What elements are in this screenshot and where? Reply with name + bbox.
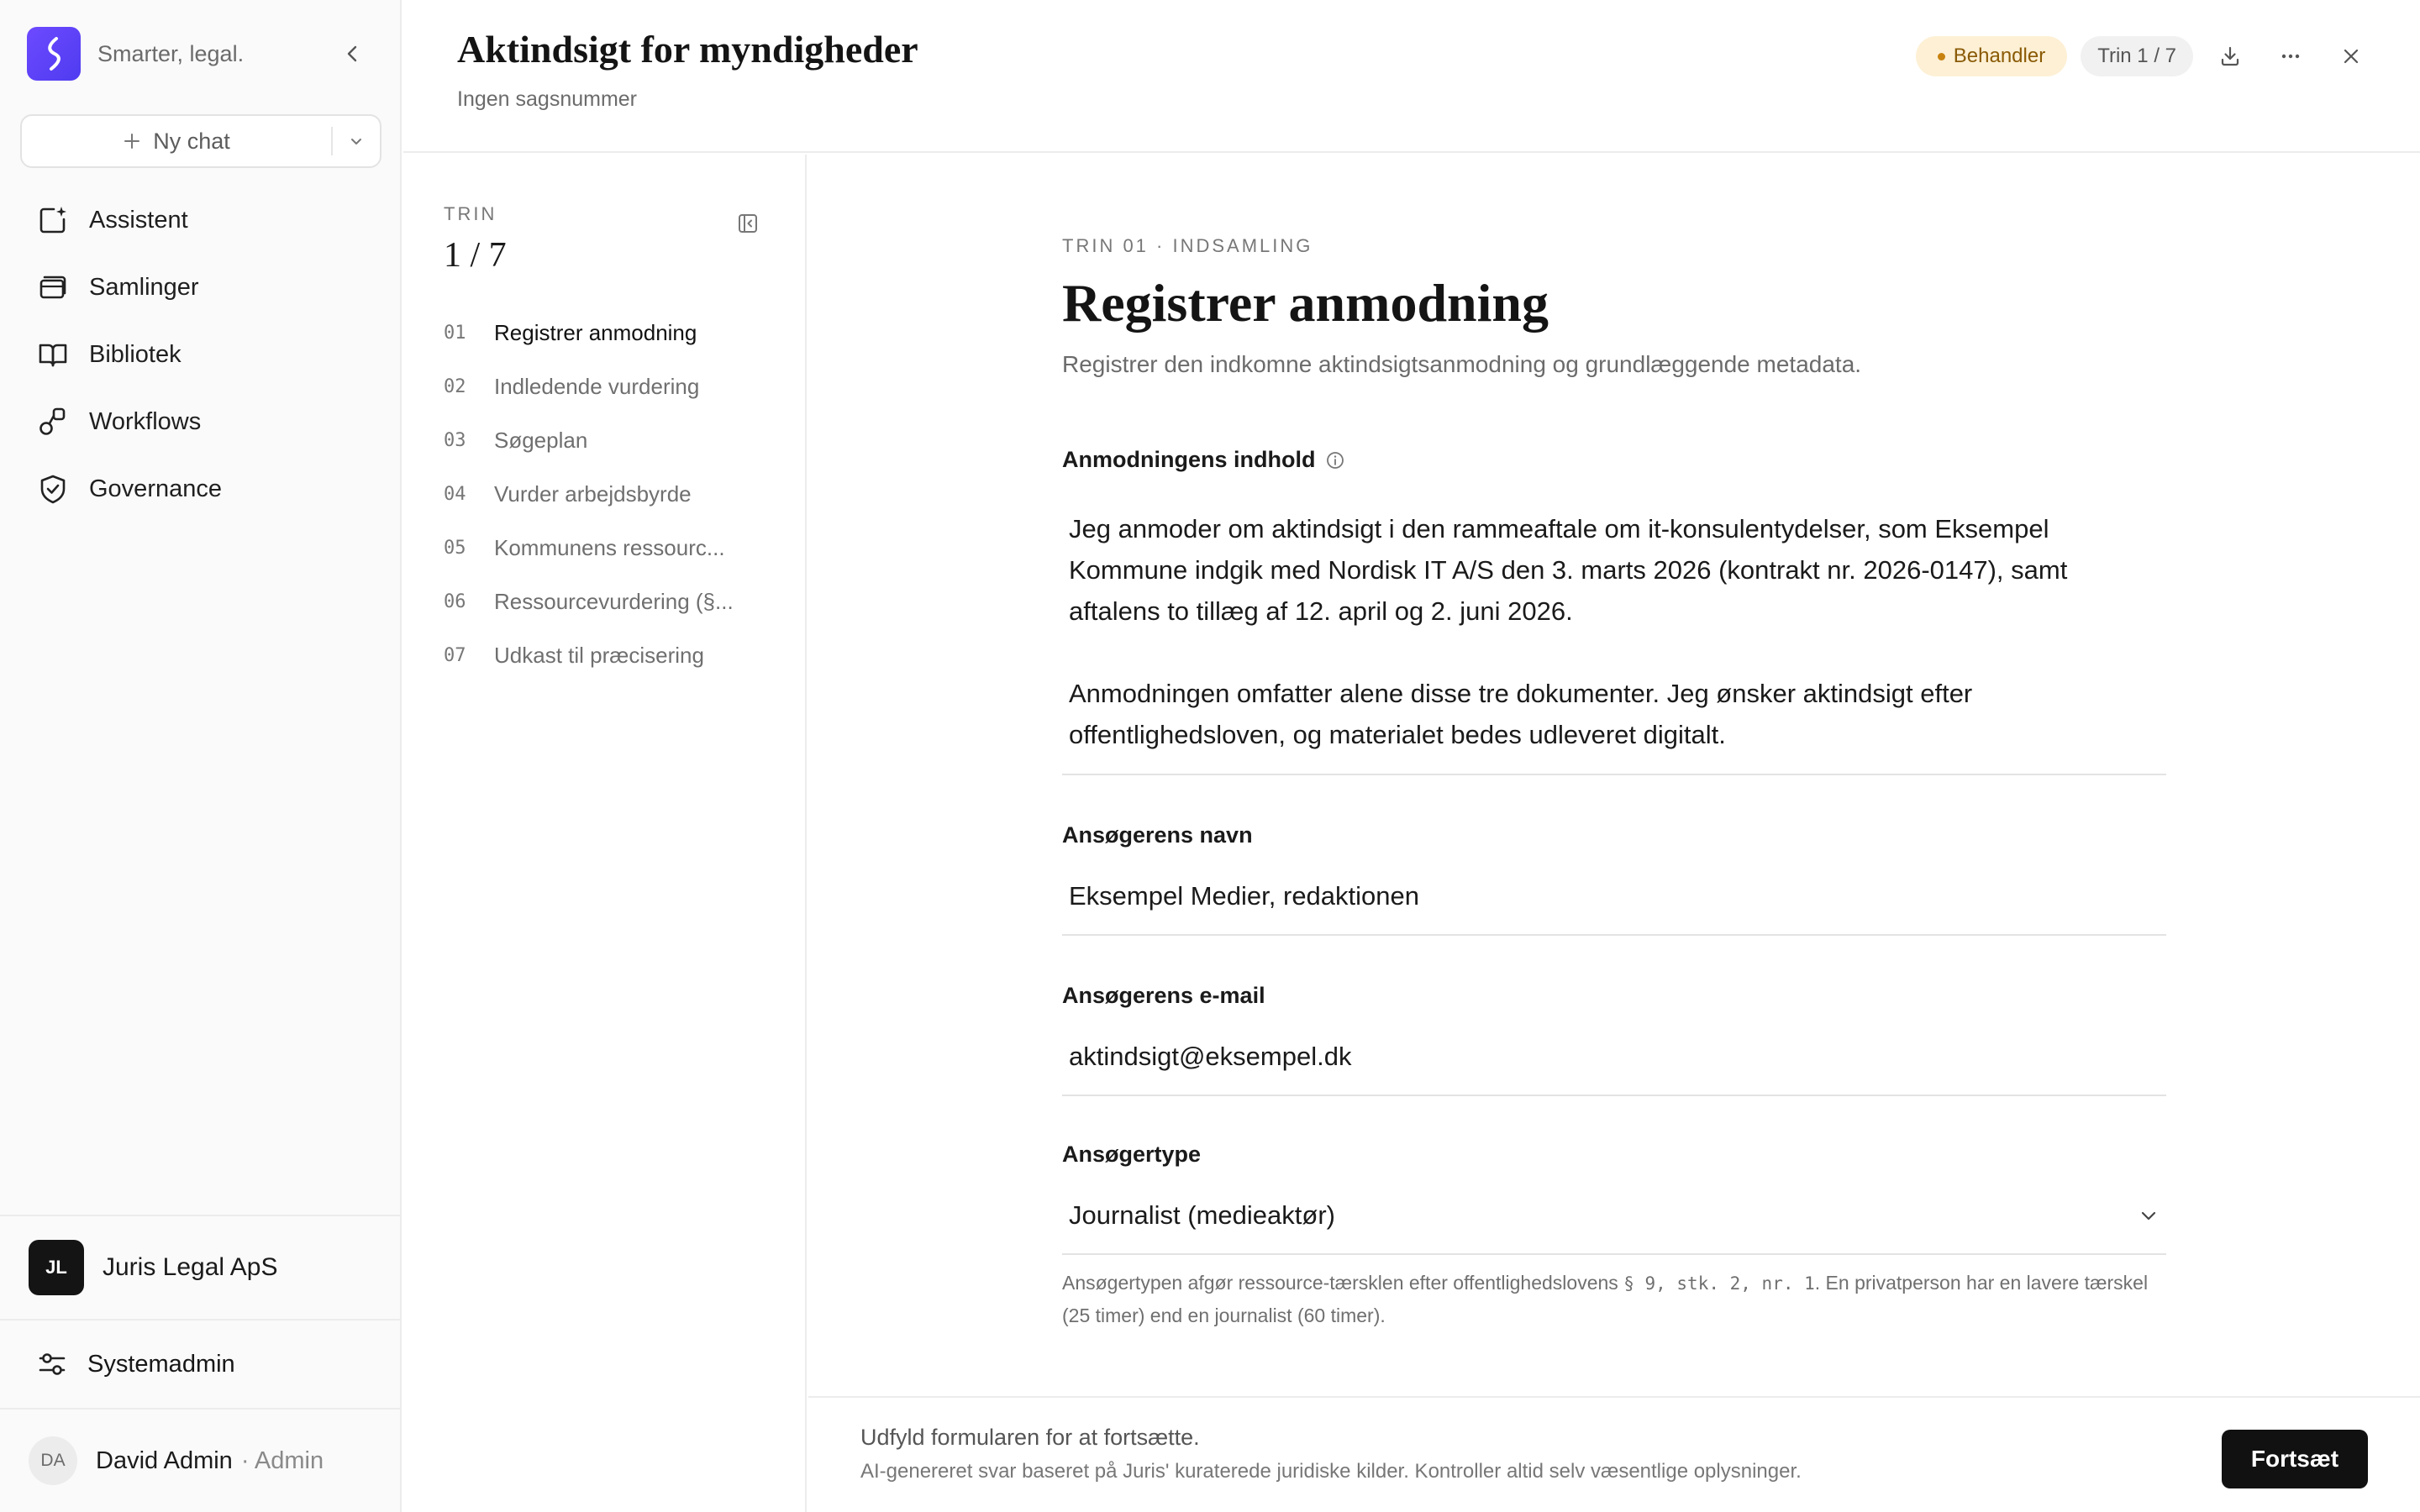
workspace-avatar: JL [29, 1240, 84, 1295]
applicant-email-label: Ansøgerens e-mail [1062, 983, 1265, 1008]
panel-collapse-icon [737, 213, 759, 234]
info-icon[interactable] [1325, 450, 1345, 470]
step-item-2[interactable] [444, 360, 780, 413]
sidebar-item-assistent[interactable] [20, 186, 381, 254]
step-item-7[interactable] [444, 628, 780, 682]
steps-progress: 1 / 7 [444, 236, 507, 275]
sidebar-item-workflows[interactable] [20, 388, 381, 455]
status-dot [1938, 53, 1945, 60]
download-button[interactable] [2207, 33, 2254, 80]
step-description: Registrer den indkomne aktindsigtsanmodning og grundlæggende metadata. [1062, 351, 1862, 377]
steps-label: TRIN [444, 203, 497, 224]
help-text-after: . En privatperson har en lavere tærskel (25 timer) end en journalist (60 timer). [1062, 1272, 2149, 1326]
step-label: Ressourcevurdering (§... [494, 588, 734, 614]
step-item-3[interactable] [444, 413, 780, 467]
close-button[interactable] [2328, 33, 2375, 80]
step-eyebrow: TRIN 01 · INDSAMLING [1062, 235, 1313, 256]
steps-panel [403, 155, 807, 1512]
brand-tagline: Smarter, legal. [97, 40, 245, 66]
step-label: Søgeplan [494, 427, 588, 453]
sidebar [0, 0, 402, 1512]
step-item-1[interactable] [444, 306, 780, 360]
status-badge-label: Behandler [1953, 45, 2046, 67]
avatar: DA [29, 1436, 77, 1485]
page-title: Aktindsigt for myndigheder [457, 28, 918, 71]
new-chat-control [20, 114, 381, 168]
applicant-name-field [1062, 822, 2166, 936]
applicant-email-input[interactable]: aktindsigt@eksempel.dk [1062, 1019, 2166, 1096]
step-number: 07 [444, 644, 466, 666]
step-label: Indledende vurdering [494, 373, 700, 399]
applicant-type-label: Ansøgertype [1062, 1142, 1202, 1167]
collections-icon [37, 271, 69, 303]
applicant-type-help [1062, 1267, 2166, 1331]
step-item-4[interactable] [444, 467, 780, 521]
workflow-header [403, 0, 2420, 153]
new-chat-label: Ny chat [153, 128, 230, 154]
sidebar-item-label: Systemadmin [87, 1350, 235, 1378]
library-icon [37, 339, 69, 370]
step-number: 01 [444, 322, 466, 344]
step-title: Registrer anmodning [1062, 273, 1549, 333]
request-paragraph-1: Jeg anmoder om aktindsigt i den rammeaftale om it-konsulentydelser, som Eksempel Kommune indgik med Nordisk IT A/S den 3. marts 2026 (kontrakt nr. 2026-0147), samt aftalens to tillæg af 12. april og 2. juni 2026. [1069, 514, 2068, 626]
new-chat-dropdown-button[interactable] [333, 116, 380, 166]
applicant-email-field [1062, 983, 2166, 1096]
sidebar-item-bibliotek[interactable] [20, 321, 381, 388]
shield-check-icon [37, 473, 69, 505]
chevron-down-icon [348, 133, 365, 150]
continue-button[interactable]: Fortsæt [2222, 1430, 2368, 1488]
close-icon [2341, 46, 2361, 66]
user-menu[interactable] [0, 1408, 402, 1512]
user-name: David Admin [96, 1446, 233, 1474]
sidebar-item-label: Assistent [89, 206, 188, 234]
request-paragraph-2: Anmodningen omfatter alene disse tre dokumenter. Jeg ønsker aktindsigt efter offentlighedsloven, og materialet bedes udleveret digitalt. [1069, 679, 1973, 749]
sidebar-nav [20, 186, 381, 522]
step-label: Kommunens ressourc... [494, 534, 725, 560]
applicant-name-input[interactable]: Eksempel Medier, redaktionen [1062, 858, 2166, 936]
applicant-type-value: Journalist (medieaktør) [1069, 1200, 1335, 1230]
step-content [808, 155, 2420, 1396]
request-content-textarea[interactable] [1062, 501, 2166, 775]
applicant-type-field [1062, 1142, 2166, 1331]
sidebar-item-label: Governance [89, 475, 222, 502]
workflows-icon [37, 406, 69, 438]
applicant-type-select[interactable] [1062, 1178, 2166, 1255]
brand [27, 25, 375, 82]
step-label: Registrer anmodning [494, 319, 697, 345]
more-options-button[interactable] [2267, 33, 2314, 80]
chevron-down-icon [2138, 1205, 2160, 1226]
step-list [444, 306, 780, 682]
footer-disclaimer: AI-genereret svar baseret på Juris' kuraterede juridiske kilder. Kontroller altid selv væsentlige oplysninger. [860, 1460, 1802, 1483]
help-text-before: Ansøgertypen afgør ressource-tærsklen efter offentlighedslovens [1062, 1272, 1618, 1294]
sidebar-item-label: Workflows [89, 407, 202, 435]
case-number: Ingen sagsnummer [457, 87, 638, 111]
step-number: 04 [444, 483, 466, 505]
applicant-name-label: Ansøgerens navn [1062, 822, 1253, 848]
workspace-name: Juris Legal ApS [103, 1253, 278, 1281]
step-item-5[interactable] [444, 521, 780, 575]
brand-logo[interactable] [27, 27, 81, 81]
footer-instruction: Udfyld formularen for at fortsætte. [860, 1425, 1200, 1450]
step-number: 06 [444, 591, 466, 612]
plus-icon [123, 132, 141, 150]
sidebar-item-systemadmin[interactable] [0, 1319, 402, 1408]
step-badge: Trin 1 / 7 [2081, 36, 2193, 76]
logo-mark-icon [38, 35, 70, 72]
header-actions [1916, 35, 2375, 77]
step-number: 05 [444, 537, 466, 559]
request-content-field [1062, 447, 2166, 775]
sidebar-item-label: Bibliotek [89, 340, 182, 368]
more-horizontal-icon [2280, 45, 2302, 67]
step-label: Vurder arbejdsbyrde [494, 480, 692, 507]
field-label [1062, 1142, 2166, 1168]
request-form [1062, 235, 2166, 1331]
user-role: · Admin [240, 1446, 324, 1474]
field-label [1062, 983, 2166, 1009]
step-item-6[interactable] [444, 575, 780, 628]
step-number: 02 [444, 375, 466, 397]
sidebar-item-governance[interactable] [20, 455, 381, 522]
assistant-icon [37, 204, 69, 236]
chevron-left-icon [344, 45, 362, 63]
help-text-code: § 9, stk. 2, nr. 1 [1623, 1273, 1815, 1294]
sidebar-item-samlinger[interactable] [20, 254, 381, 321]
collapse-sidebar-button[interactable] [336, 37, 370, 71]
collapse-steps-button[interactable] [731, 207, 765, 240]
sliders-icon [37, 1349, 67, 1379]
field-label [1062, 822, 2166, 848]
field-label [1062, 447, 2166, 473]
download-icon [2219, 45, 2241, 67]
status-badge [1916, 36, 2067, 76]
step-footer [808, 1396, 2420, 1512]
step-label: Udkast til præcisering [494, 642, 704, 668]
sidebar-item-label: Samlinger [89, 273, 199, 301]
workspace-switcher[interactable] [0, 1215, 402, 1319]
request-content-label: Anmodningens indhold [1062, 447, 1316, 472]
new-chat-button[interactable] [22, 116, 331, 166]
step-number: 03 [444, 429, 466, 451]
